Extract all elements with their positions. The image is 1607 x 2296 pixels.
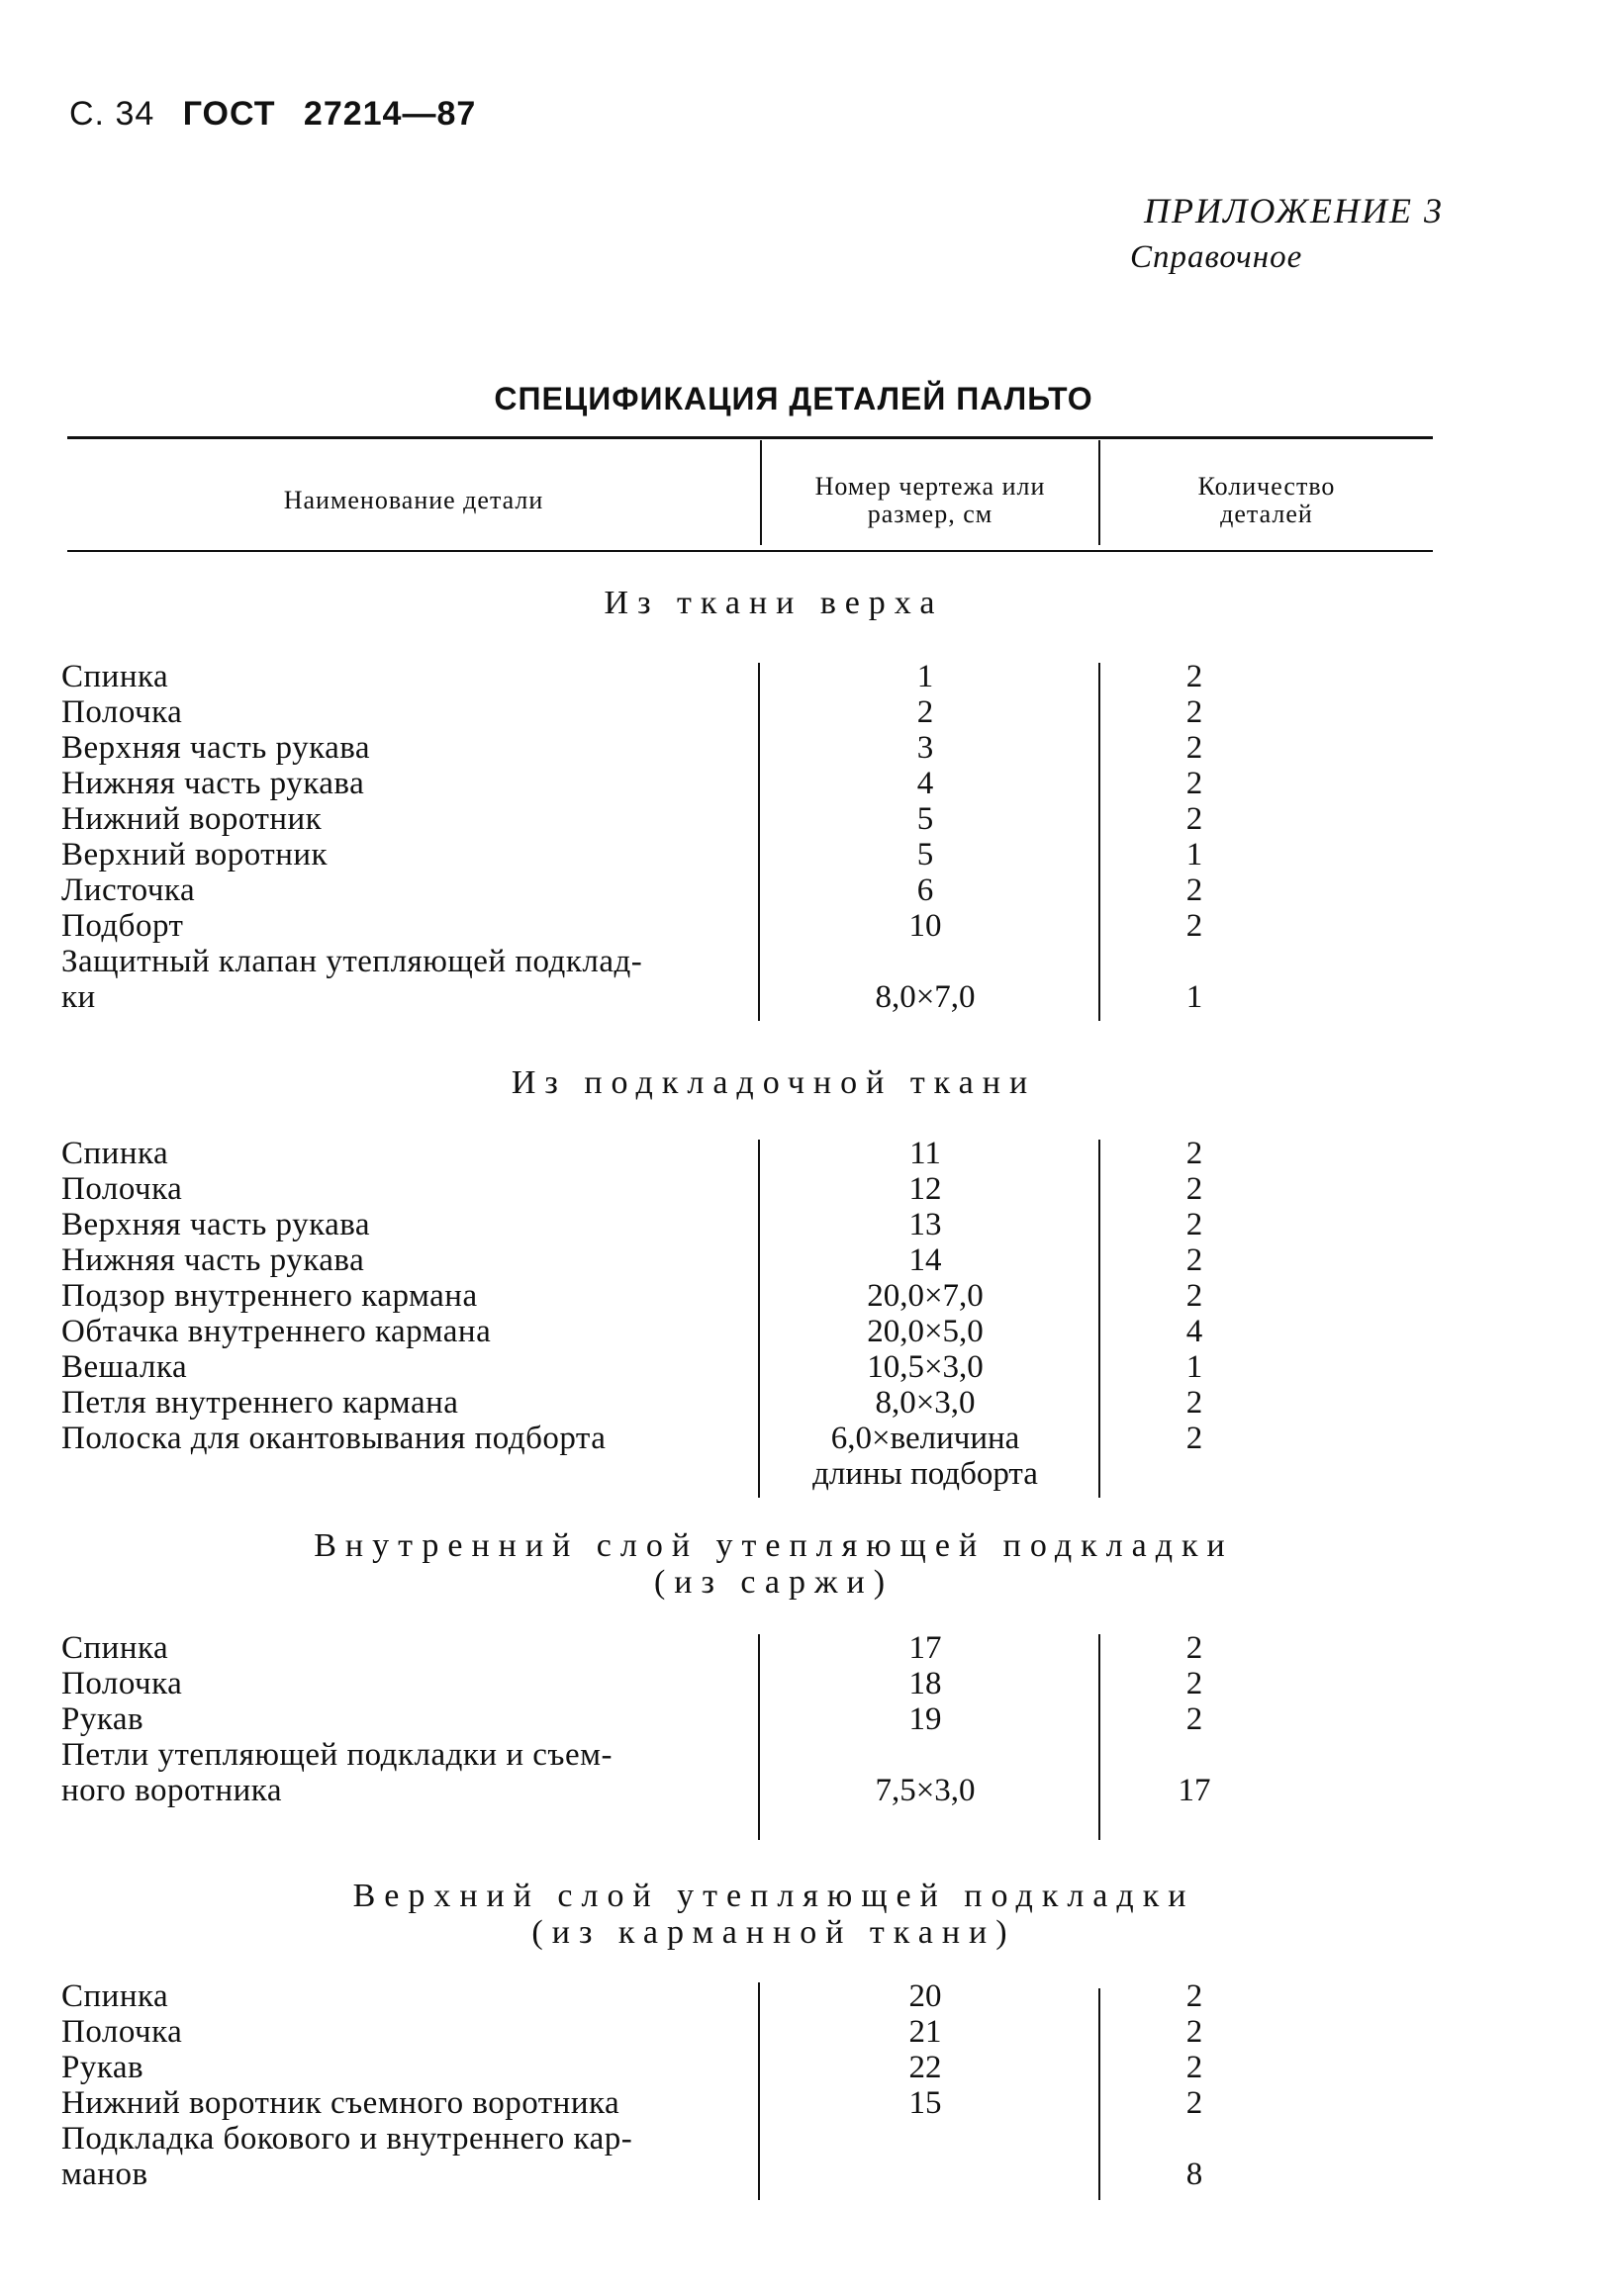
page-header	[69, 95, 494, 134]
row-number: 13	[908, 1207, 942, 1242]
column-header-qty	[1100, 453, 1433, 548]
row-name: Обтачка внутреннего кармана	[61, 1314, 492, 1349]
row-name: Вешалка	[61, 1349, 188, 1385]
table-row	[0, 2121, 1607, 2157]
row-qty: 2	[1185, 1242, 1203, 1278]
column-header-name-label: Наименование детали	[283, 486, 544, 514]
table-row	[0, 1171, 1607, 1207]
row-qty: 2	[1185, 2050, 1203, 2085]
row-number: 15	[908, 2085, 942, 2121]
table-row	[0, 2050, 1607, 2085]
row-number: 5	[916, 801, 934, 837]
row-name: Подборт	[61, 908, 184, 944]
row-number: 20,0×7,0	[867, 1278, 984, 1314]
section-subtitle: (из карманной ткани)	[531, 1914, 1016, 1951]
row-qty: 2	[1185, 1385, 1203, 1421]
row-name: Спинка	[61, 659, 169, 694]
row-name: Нижний воротник	[61, 801, 323, 837]
row-name: Защитный клапан утепляющей подклад-	[61, 944, 643, 979]
table-row	[0, 1278, 1607, 1314]
row-number: 6	[916, 872, 934, 908]
table-row	[0, 1314, 1607, 1349]
row-number: 12	[908, 1171, 942, 1207]
row-qty: 2	[1185, 1978, 1203, 2014]
row-qty: 2	[1185, 659, 1203, 694]
row-name: Петли утепляющей подкладки и съем-	[61, 1737, 613, 1773]
standard-number: 27214—87	[303, 95, 477, 133]
row-qty: 1	[1185, 979, 1203, 1015]
page-number: С. 34	[69, 95, 155, 133]
row-qty: 2	[1185, 730, 1203, 766]
column-divider	[760, 440, 762, 545]
row-number: 20	[908, 1978, 942, 2014]
row-name: Рукав	[61, 2050, 144, 2085]
row-qty: 17	[1178, 1773, 1211, 1808]
row-name: Верхняя часть рукава	[61, 1207, 371, 1242]
section-title: Внутренний слой утепляющей подкладки	[314, 1527, 1234, 1564]
table-row	[0, 1630, 1607, 1666]
row-name: Подкладка бокового и внутреннего кар-	[61, 2121, 633, 2157]
row-number: 20,0×5,0	[867, 1314, 984, 1349]
row-number: 17	[908, 1630, 942, 1666]
row-name: Спинка	[61, 1978, 169, 2014]
column-header-qty-line2: деталей	[1220, 500, 1313, 528]
row-number: 19	[908, 1701, 942, 1737]
table-row	[0, 1242, 1607, 1278]
appendix-title: ПРИЛОЖЕНИЕ 3	[1144, 191, 1444, 230]
table-row	[0, 837, 1607, 872]
table-row	[0, 1136, 1607, 1171]
row-name: Верхний воротник	[61, 837, 329, 872]
row-name: манов	[61, 2157, 148, 2192]
row-number: 8,0×7,0	[875, 979, 976, 1015]
row-qty: 1	[1185, 1349, 1203, 1385]
row-qty: 2	[1185, 1701, 1203, 1737]
row-number: 11	[909, 1136, 941, 1171]
table-row	[0, 1207, 1607, 1242]
row-qty: 2	[1185, 1421, 1203, 1456]
table-row	[0, 1421, 1607, 1456]
section-subtitle: (из саржи)	[653, 1564, 895, 1601]
row-name: Подзор внутреннего кармана	[61, 1278, 478, 1314]
row-qty: 8	[1185, 2157, 1203, 2192]
table-row	[0, 979, 1607, 1015]
table-row	[0, 1666, 1607, 1701]
appendix-subtitle: Справочное	[1130, 239, 1303, 275]
row-number: 3	[916, 730, 934, 766]
row-number: 5	[916, 837, 934, 872]
row-qty: 2	[1185, 872, 1203, 908]
row-number: 7,5×3,0	[875, 1773, 976, 1808]
row-number: 2	[916, 694, 934, 730]
row-name: Нижняя часть рукава	[61, 766, 365, 801]
row-name: Листочка	[61, 872, 196, 908]
row-number: 21	[908, 2014, 942, 2050]
row-name: Нижняя часть рукава	[61, 1242, 365, 1278]
row-qty: 2	[1185, 694, 1203, 730]
section-title: Из подкладочной ткани	[511, 1064, 1037, 1101]
row-number: 22	[908, 2050, 942, 2085]
row-name: Полочка	[61, 1666, 183, 1701]
column-header-qty-line1: Количество	[1197, 472, 1336, 501]
table-header-rule	[67, 550, 1433, 552]
section-title: Из ткани верха	[604, 585, 944, 621]
column-header-number	[762, 453, 1098, 548]
row-qty: 4	[1185, 1314, 1203, 1349]
row-name: Петля внутреннего кармана	[61, 1385, 459, 1421]
column-header-name	[67, 453, 760, 548]
row-number: 4	[916, 766, 934, 801]
table-row	[0, 2085, 1607, 2121]
row-name: Полочка	[61, 2014, 183, 2050]
standard-label: ГОСТ	[182, 95, 276, 133]
row-qty: 2	[1185, 1207, 1203, 1242]
row-qty: 2	[1185, 801, 1203, 837]
row-number: 10	[908, 908, 942, 944]
row-qty: 2	[1185, 766, 1203, 801]
row-number: 18	[908, 1666, 942, 1701]
column-header-number-line1: Номер чертежа или	[814, 472, 1046, 501]
row-name: Верхняя часть рукава	[61, 730, 371, 766]
row-qty: 2	[1185, 2085, 1203, 2121]
row-number: 1	[916, 659, 934, 694]
table-row	[0, 766, 1607, 801]
table-row	[0, 659, 1607, 694]
table-row	[0, 1978, 1607, 2014]
row-number: 8,0×3,0	[875, 1385, 976, 1421]
section-title: Верхний слой утепляющей подкладки	[352, 1878, 1195, 1914]
row-number: 10,5×3,0	[867, 1349, 984, 1385]
table-row	[0, 2014, 1607, 2050]
table-row	[0, 1737, 1607, 1773]
row-name: ки	[61, 979, 96, 1015]
table-row	[0, 694, 1607, 730]
document-title: СПЕЦИФИКАЦИЯ ДЕТАЛЕЙ ПАЛЬТО	[494, 381, 1093, 416]
row-name: Рукав	[61, 1701, 144, 1737]
row-name: Полочка	[61, 1171, 183, 1207]
row-qty: 2	[1185, 2014, 1203, 2050]
row-number: длины подборта	[812, 1456, 1038, 1492]
row-name: Спинка	[61, 1630, 169, 1666]
column-divider	[1098, 440, 1100, 545]
column-header-number-line2: размер, см	[867, 500, 993, 528]
table-row	[0, 730, 1607, 766]
row-name: ного воротника	[61, 1773, 282, 1808]
row-name: Спинка	[61, 1136, 169, 1171]
row-qty: 2	[1185, 1278, 1203, 1314]
row-name: Нижний воротник съемного воротника	[61, 2085, 620, 2121]
row-qty: 1	[1185, 837, 1203, 872]
row-name: Полоска для окантовывания подборта	[61, 1421, 607, 1456]
row-qty: 2	[1185, 1136, 1203, 1171]
table-row	[0, 1701, 1607, 1737]
row-qty: 2	[1185, 1630, 1203, 1666]
table-row	[0, 1385, 1607, 1421]
table-row	[0, 872, 1607, 908]
row-number: 6,0×величина	[830, 1421, 1020, 1456]
table-top-rule	[67, 436, 1433, 439]
row-qty: 2	[1185, 1666, 1203, 1701]
row-qty: 2	[1185, 908, 1203, 944]
table-row	[0, 2157, 1607, 2192]
table-row	[0, 1349, 1607, 1385]
row-name: Полочка	[61, 694, 183, 730]
row-number: 14	[908, 1242, 942, 1278]
table-row	[0, 1773, 1607, 1808]
row-qty: 2	[1185, 1171, 1203, 1207]
table-row	[0, 1456, 1607, 1492]
table-row	[0, 908, 1607, 944]
table-row	[0, 801, 1607, 837]
table-row	[0, 944, 1607, 979]
